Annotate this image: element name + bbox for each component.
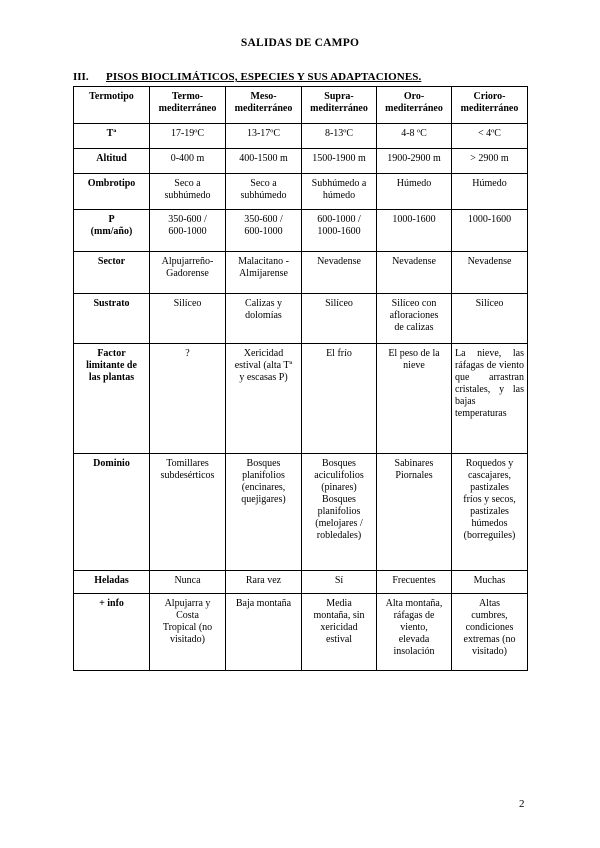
table-row (74, 294, 528, 344)
table-cell: Bosques planifolios (encinares, quejigares) (226, 454, 302, 571)
table-cell: Rara vez (226, 571, 302, 594)
row-label: Altitud (74, 149, 150, 174)
row-label: Sustrato (74, 294, 150, 344)
table-cell: Tomillares subdesérticos (150, 454, 226, 571)
table-cell: < 4ºC (452, 124, 528, 149)
table-row (74, 454, 528, 571)
table-row (74, 594, 528, 671)
column-header: Oro- mediterráneo (377, 87, 452, 124)
table-cell: Nevadense (452, 252, 528, 294)
table-cell: Media montaña, sin xericidad estival (302, 594, 377, 671)
table-cell: El peso de la nieve (377, 344, 452, 454)
column-header: Supra- mediterráneo (302, 87, 377, 124)
table-cell: Silíceo (150, 294, 226, 344)
page-title: SALIDAS DE CAMPO (240, 37, 360, 49)
table-cell: Alpujarra y Costa Tropical (no visitado) (150, 594, 226, 671)
table-cell: Malacitano - Almijarense (226, 252, 302, 294)
table-cell: Seco a subhúmedo (226, 174, 302, 210)
table-cell: Calizas y dolomías (226, 294, 302, 344)
column-header: Crioro- mediterráneo (452, 87, 528, 124)
row-label: P (mm/año) (74, 210, 150, 252)
row-label: Tª (74, 124, 150, 149)
table-row (74, 124, 528, 149)
table-cell: Silíceo (452, 294, 528, 344)
table-cell: Sabinares Piornales (377, 454, 452, 571)
table-cell: 17-19ºC (150, 124, 226, 149)
row-label: Heladas (74, 571, 150, 594)
table-cell: 350-600 / 600-1000 (226, 210, 302, 252)
table-cell: Roquedos y cascajares, pastizales fríos y secos, pastizales húmedos (borreguiles) (452, 454, 528, 571)
table-row (74, 210, 528, 252)
table-cell: 400-1500 m (226, 149, 302, 174)
table-cell: 1900-2900 m (377, 149, 452, 174)
table-row (74, 344, 528, 454)
table-cell: Nevadense (302, 252, 377, 294)
table-cell: > 2900 m (452, 149, 528, 174)
page-number: 2 (519, 798, 525, 810)
section-heading (73, 71, 421, 83)
table-cell: Alpujarreño- Gadorense (150, 252, 226, 294)
table-cell: Altas cumbres, condiciones extremas (no visitado) (452, 594, 528, 671)
table-cell: Húmedo (452, 174, 528, 210)
table-cell: Húmedo (377, 174, 452, 210)
row-label: + info (74, 594, 150, 671)
column-header: Termo- mediterráneo (150, 87, 226, 124)
table-cell: Silíceo con afloraciones de calizas (377, 294, 452, 344)
table-cell: Xericidad estival (alta Tª y escasas P) (226, 344, 302, 454)
column-header: Meso- mediterráneo (226, 87, 302, 124)
section-number: III. (73, 71, 89, 83)
table-cell: Bosques aciculifolios (pinares) Bosques planifolios (melojares / robledales) (302, 454, 377, 571)
bioclimatic-table (73, 86, 528, 671)
table-cell: Nunca (150, 571, 226, 594)
table-cell: Silíceo (302, 294, 377, 344)
table-cell: Subhúmedo a húmedo (302, 174, 377, 210)
table-cell: 8-13ºC (302, 124, 377, 149)
table-cell: 350-600 / 600-1000 (150, 210, 226, 252)
table-cell: Nevadense (377, 252, 452, 294)
table-row (74, 571, 528, 594)
table-cell: 0-400 m (150, 149, 226, 174)
table-cell: El frío (302, 344, 377, 454)
row-label: Factor limitante de las plantas (74, 344, 150, 454)
table-cell: Alta montaña, ráfagas de viento, elevada insolación (377, 594, 452, 671)
table-cell: 1000-1600 (452, 210, 528, 252)
table-cell: Baja montaña (226, 594, 302, 671)
table-cell: Frecuentes (377, 571, 452, 594)
table-cell: Muchas (452, 571, 528, 594)
row-label: Dominio (74, 454, 150, 571)
table-cell: Sí (302, 571, 377, 594)
table-cell: 1000-1600 (377, 210, 452, 252)
table-cell: ? (150, 344, 226, 454)
table-header-row (74, 87, 528, 124)
table-cell: 13-17ºC (226, 124, 302, 149)
table-cell: Seco a subhúmedo (150, 174, 226, 210)
table-cell: 600-1000 / 1000-1600 (302, 210, 377, 252)
table-cell: 1500-1900 m (302, 149, 377, 174)
section-title: PISOS BIOCLIMÁTICOS, ESPECIES Y SUS ADAPTACIONES. (106, 71, 422, 83)
table-row (74, 174, 528, 210)
table-row (74, 252, 528, 294)
row-label: Sector (74, 252, 150, 294)
table-cell: 4-8 ºC (377, 124, 452, 149)
row-label: Ombrotipo (74, 174, 150, 210)
table-cell: La nieve, las ráfagas de viento que arrastran cristales, y las bajas temperaturas (452, 344, 528, 454)
column-header-termotipo: Termotipo (74, 87, 150, 124)
table-row (74, 149, 528, 174)
